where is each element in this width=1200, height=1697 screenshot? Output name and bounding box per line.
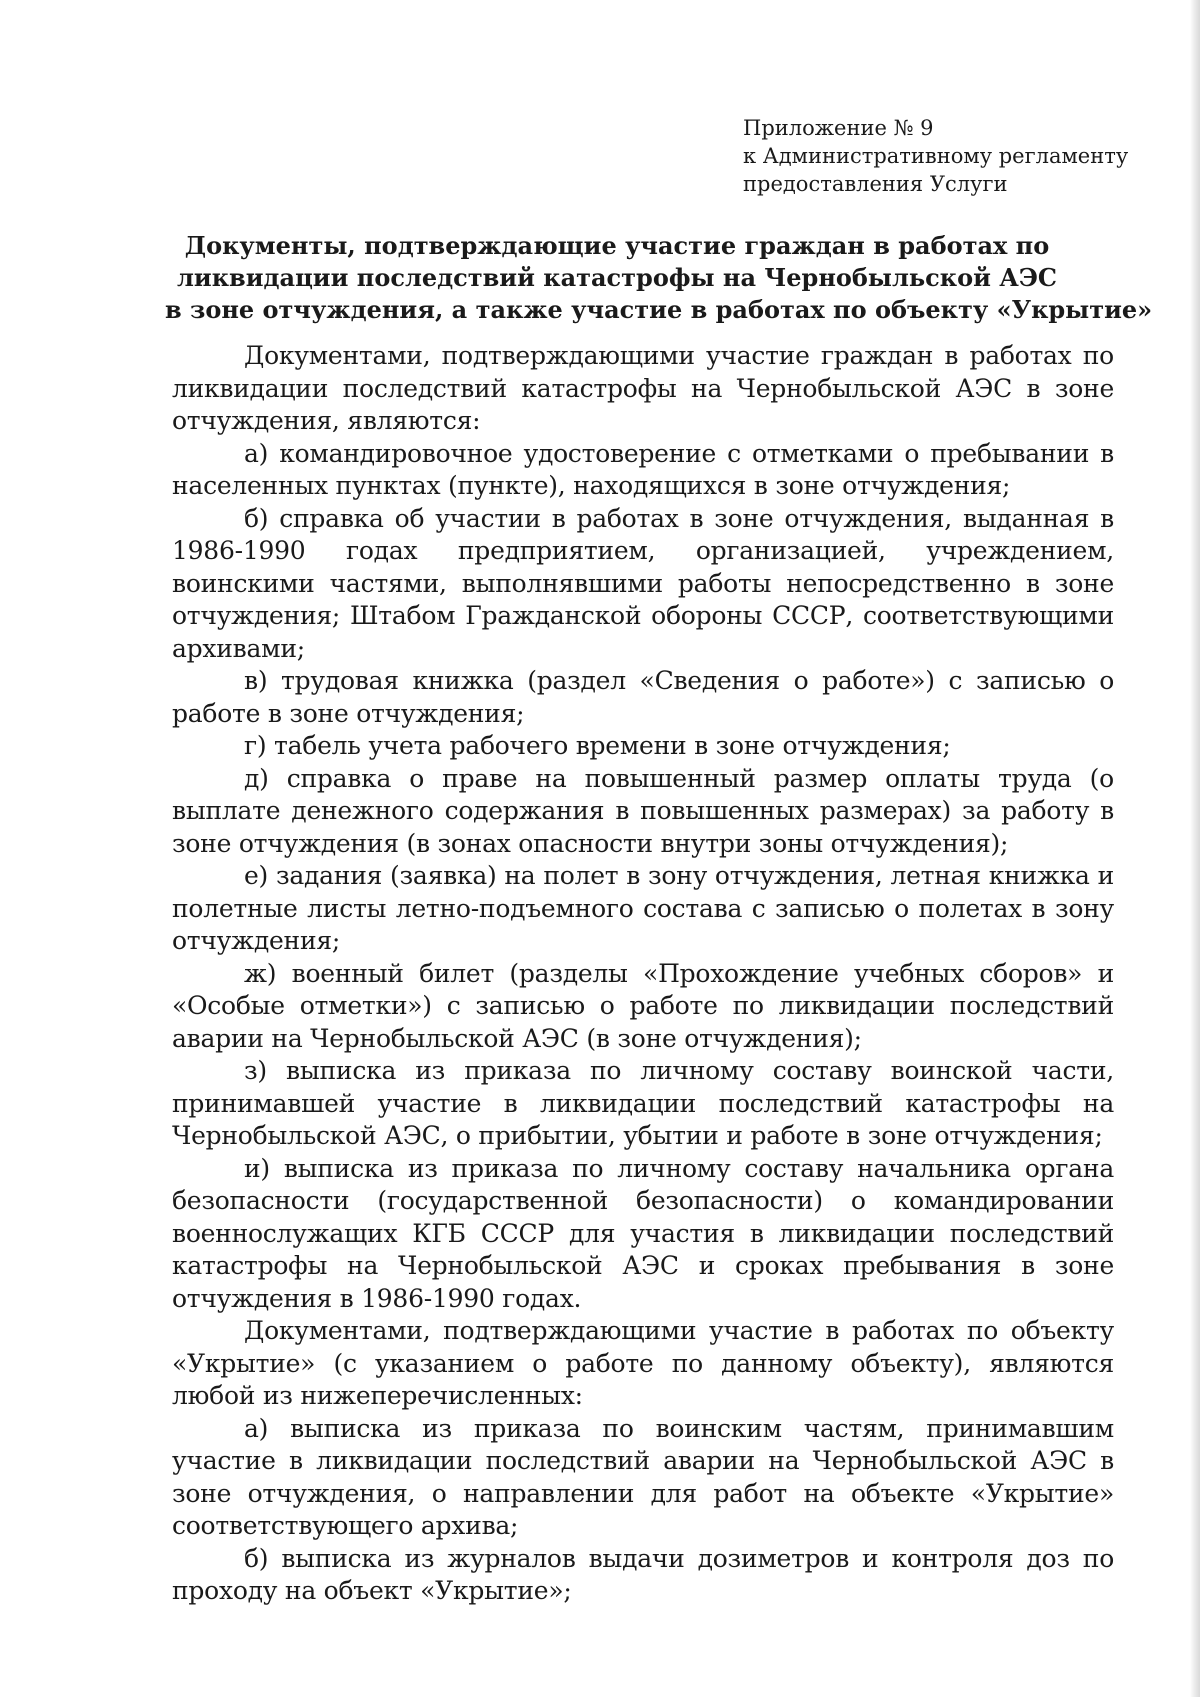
appendix-reference: к Административному регламенту	[743, 144, 1129, 168]
list-item: в) трудовая книжка (раздел «Сведения о работе») с записью о работе в зоне отчуждения;	[172, 666, 1114, 728]
appendix-service: предоставления Услуги	[743, 172, 1008, 196]
title-line: в зоне отчуждения, а также участие в работах по объекту «Укрытие»	[165, 295, 1153, 324]
list-item: а) командировочное удостоверение с отметками о пребывании в населенных пунктах (пункте), находящихся в зоне отчуждения;	[172, 438, 1114, 500]
list-item: д) справка о праве на повышенный размер оплаты труда (о выплате денежного содержания в повышенных размерах) за работу в зоне отчуждения (в зонах опасности внутри зоны отчуждения);	[172, 763, 1114, 858]
list-item: е) задания (заявка) на полет в зону отчуждения, летная книжка и полетные листы летно-подъемного состава с записью о полетах в зону отчуждения;	[172, 861, 1114, 955]
document-title	[165, 230, 1153, 326]
page-edge-shadow	[1190, 0, 1200, 1697]
intro-paragraph: Документами, подтверждающими участие граждан в работах по ликвидации последствий катастрофы на Чернобыльской АЭС в зоне отчуждения, являются:	[172, 341, 1114, 435]
appendix-number: Приложение № 9	[743, 116, 934, 140]
title-line: ликвидации последствий катастрофы на Чернобыльской АЭС	[176, 263, 1058, 292]
document-body	[172, 340, 1114, 1608]
appendix-header	[743, 114, 1163, 198]
list-item: б) справка об участии в работах в зоне отчуждения, выданная в 1986-1990 годах предприятием, организацией, учреждением, воинскими частями, выполнявшими работы непосредственно в зоне отчуждения; Штабом Гражданской обороны СССР, соответствующими архивами;	[172, 503, 1114, 663]
intro-paragraph: Документами, подтверждающими участие в работах по объекту «Укрытие» (с указанием о работе по данному объекту), являются любой из нижеперечисленных:	[172, 1316, 1114, 1410]
list-item: б) выписка из журналов выдачи дозиметров и контроля доз по проходу на объект «Укрытие»;	[172, 1543, 1114, 1605]
list-item: а) выписка из приказа по воинским частям, принимавшим участие в ликвидации последствий аварии на Чернобыльской АЭС в зоне отчуждения, о направлении для работ на объекте «Укрытие» соответствующего архива;	[172, 1413, 1114, 1540]
list-item: з) выписка из приказа по личному составу воинской части, принимавшей участие в ликвидации последствий катастрофы на Чернобыльской АЭС, о прибытии, убытии и работе в зоне отчуждения;	[172, 1056, 1114, 1150]
list-item: и) выписка из приказа по личному составу начальника органа безопасности (государственной безопасности) о командировании военнослужащих КГБ СССР для участия в ликвидации последствий катастрофы на Чернобыльской АЭС и сроках пребывания в зоне отчуждения в 1986-1990 годах.	[172, 1153, 1114, 1313]
list-item: ж) военный билет (разделы «Прохождение учебных сборов» и «Особые отметки») с записью о работе по ликвидации последствий аварии на Чернобыльской АЭС (в зоне отчуждения);	[172, 958, 1114, 1053]
list-item: г) табель учета рабочего времени в зоне отчуждения;	[244, 731, 951, 760]
title-line: Документы, подтверждающие участие граждан в работах по	[184, 231, 1050, 260]
